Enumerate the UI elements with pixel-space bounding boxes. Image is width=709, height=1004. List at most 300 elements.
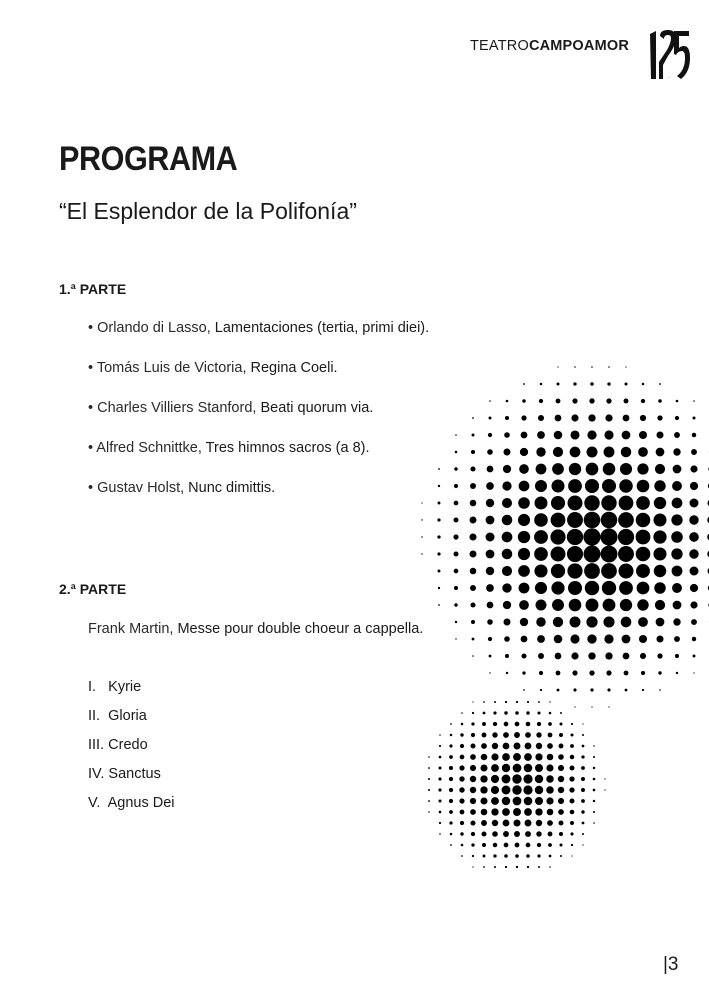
halftone-dot [557,689,560,692]
work-title: Tres himnos sacros (a 8). [205,440,370,456]
halftone-dot [551,496,565,510]
halftone-dot [513,819,520,826]
halftone-dot [502,481,511,490]
halftone-dot [503,743,510,750]
halftone-dot [449,766,453,770]
halftone-dot [439,833,441,835]
halftone-dot [470,787,476,793]
halftone-dot [552,463,564,475]
work-title: Beati quorum via. [260,400,374,416]
halftone-dot [454,603,457,606]
halftone-dot [449,755,453,759]
halftone-dot [515,711,519,715]
halftone-dot [492,831,498,837]
halftone-dot [567,563,582,578]
halftone-dot [505,866,507,868]
halftone-dot [460,755,465,760]
halftone-dot [489,417,492,420]
halftone-dot [622,635,631,644]
halftone-dot [587,430,596,439]
halftone-dot [603,599,616,612]
halftone-dot [638,447,648,457]
halftone-dot [519,464,529,474]
program-item [88,480,275,496]
halftone-dot [438,468,440,470]
halftone-dot [621,447,632,458]
halftone-dot [537,843,541,847]
halftone-dot [540,689,542,691]
logo-word-campoamor: CAMPOAMOR [528,38,630,54]
halftone-dot [582,833,584,835]
work-title: Messe pour double choeur a cappella. [177,621,424,637]
halftone-dot [506,672,508,674]
halftone-dot [493,722,497,726]
halftone-dot [655,600,665,610]
halftone-dot [489,655,492,658]
halftone-dot [428,767,430,769]
halftone-dot [513,753,521,761]
halftone-dot [504,854,508,858]
halftone-dot [459,798,464,803]
halftone-dot [570,821,574,825]
halftone-dot [555,415,562,422]
halftone-dot [607,688,610,691]
halftone-dot [574,366,576,368]
halftone-dot [481,809,488,816]
halftone-dot [472,434,475,437]
halftone-dot [581,755,584,758]
halftone-dot [582,734,584,736]
halftone-dot [536,743,542,749]
halftone-dot [559,744,564,749]
halftone-dot [460,832,463,835]
halftone-dot [470,776,476,782]
halftone-dot [558,754,564,760]
halftone-dot [549,712,552,715]
halftone-dot [470,466,475,471]
halftone-dot [428,811,430,813]
halftone-dot [548,722,552,726]
halftone-dot [486,499,494,507]
halftone-dot [538,653,544,659]
halftone-dot [437,552,440,555]
halftone-dot [551,564,565,578]
halftone-dot [560,855,562,857]
halftone-dot [588,652,595,659]
halftone-dot [521,415,526,420]
halftone-dot [546,797,553,804]
halftone-dot [516,866,518,868]
halftone-dot [581,766,585,770]
halftone-dot [504,711,507,714]
halftone-dot [601,563,617,579]
halftone-dot [581,788,585,792]
halftone-dot [582,844,583,845]
halftone-dot [589,398,594,403]
halftone-dot [568,496,583,511]
halftone-dot [421,519,422,520]
halftone-dot [504,843,509,848]
halftone-dot [455,451,458,454]
halftone-dot [524,764,533,773]
halftone-dot [515,722,520,727]
halftone-dot [676,400,679,403]
halftone-dot [593,756,595,758]
halftone-dot [570,634,579,643]
page-number: |3 [663,954,679,975]
halftone-dot [640,415,646,421]
halftone-dot [537,854,540,857]
halftone-dot [572,398,577,403]
page-heading: PROGRAMA [59,140,238,178]
halftone-dot [583,528,600,545]
halftone-dot [653,530,666,543]
halftone-dot [582,723,583,724]
halftone-dot [450,734,453,737]
halftone-dot [514,743,521,750]
halftone-dot [558,765,564,771]
halftone-dot [536,464,547,475]
halftone-dot [589,670,594,675]
halftone-dot [656,448,665,457]
halftone-dot [502,566,512,576]
halftone-dot [618,512,634,528]
halftone-dot [581,777,585,781]
halftone-dot [518,565,530,577]
halftone-dot [492,820,498,826]
halftone-dot [674,636,680,642]
halftone-dot [438,788,441,791]
halftone-dot [472,712,474,714]
halftone-dot [482,832,487,837]
halftone-dot [582,822,585,825]
halftone-dot [570,755,575,760]
halftone-dot [502,515,513,526]
halftone-dot [671,548,682,559]
halftone-dot [560,712,562,714]
halftone-dot [605,414,612,421]
halftone-dot [437,535,440,538]
halftone-dot [675,416,679,420]
halftone-dot [461,712,463,714]
halftone-dot [654,582,666,594]
movement: III. Credo [88,737,148,753]
halftone-dot [483,866,485,868]
halftone-dot [482,843,486,847]
halftone-dot [480,786,487,793]
halftone-dot [536,831,541,836]
halftone-dot [449,777,453,781]
halftone-dot [526,711,529,714]
program-item [88,440,370,456]
halftone-dot [569,599,582,612]
halftone-dot [461,844,464,847]
halftone-dot [570,744,574,748]
halftone-dot [568,479,582,493]
halftone-dot [483,712,486,715]
composer: • Charles Villiers Stanford, [88,400,257,416]
halftone-dot [526,722,531,727]
halftone-dot [637,582,650,595]
halftone-dot [654,497,666,509]
halftone-dot [639,431,647,439]
halftone-dot [673,448,680,455]
halftone-dot [453,517,458,522]
halftone-dot [591,366,593,368]
halftone-dot [502,786,511,795]
halftone-dot [480,764,487,771]
halftone-dot [546,786,554,794]
halftone-dot [504,722,509,727]
halftone-dot [690,465,697,472]
halftone-dot [606,398,611,403]
halftone-dot [492,732,497,737]
halftone-dot [671,531,683,543]
halftone-dot [439,734,441,736]
halftone-dot [502,797,510,805]
halftone-dot [570,766,575,771]
halftone-dot [521,653,526,658]
halftone-dot [514,831,520,837]
halftone-dot [658,671,661,674]
halftone-dot [460,733,463,736]
halftone-dot [525,743,532,750]
halftone-dot [573,688,576,691]
halftone-dot [642,689,644,691]
halftone-dot [459,787,464,792]
halftone-dot [693,672,694,673]
halftone-dot [618,546,634,562]
halftone-dot [502,583,511,592]
halftone-dot [539,399,543,403]
halftone-dot [551,479,564,492]
halftone-dot [518,548,530,560]
halftone-dot [520,618,528,626]
halftone-dot [689,549,698,558]
halftone-dot [581,810,584,813]
halftone-dot [560,723,563,726]
halftone-dot [659,383,661,385]
program-item [88,360,338,376]
part2-label: 2.ª PARTE [59,581,127,597]
halftone-dot [547,754,554,761]
halftone-dot [472,417,474,419]
halftone-dot [470,754,476,760]
halftone-dot [569,798,574,803]
halftone-dot [641,399,645,403]
halftone-dot [481,754,488,761]
halftone-dot [602,581,616,595]
composer: • Orlando di Lasso, [88,320,211,336]
halftone-dot [584,546,601,563]
halftone-dot [502,764,510,772]
halftone-dot [483,855,486,858]
halftone-dot [491,775,499,783]
halftone-dot [518,497,530,509]
halftone-dot [472,701,473,702]
halftone-dot [654,480,665,491]
halftone-dot [570,832,573,835]
movement: IV. Sanctus [88,766,161,782]
halftone-dot [515,854,519,858]
halftone-dot [551,581,564,594]
halftone-dot [590,688,593,691]
halftone-dot [559,733,563,737]
halftone-dot [559,843,562,846]
halftone-dot [536,732,541,737]
halftone-dot [535,786,543,794]
halftone-dot [524,808,532,816]
halftone-dot [642,383,645,386]
halftone-dot [449,744,452,747]
halftone-dot [454,467,457,470]
halftone-dot [428,789,430,791]
halftone-dot [470,765,476,771]
halftone-dot [503,448,510,455]
halftone-dot [483,701,485,703]
halftone-dot [640,653,646,659]
halftone-dot [438,777,441,780]
halftone-dot [494,701,496,703]
halftone-dot [690,584,698,592]
halftone-dot [547,820,553,826]
halftone-dot [453,534,458,539]
halftone-dot [584,495,599,510]
halftone-dot [636,530,651,545]
halftone-dot [584,512,601,529]
halftone-dot [535,797,543,805]
halftone-dot [593,822,595,824]
anniversary-125-logo [647,28,691,82]
halftone-dot [676,672,678,674]
halftone-dot [505,654,509,658]
halftone-dot [602,479,616,493]
halftone-dot [600,528,617,545]
halftone-dot [486,516,495,525]
halftone-dot [567,546,583,562]
movement: V. Agnus Dei [88,795,175,811]
halftone-dot [519,583,530,594]
halftone-dot [637,463,648,474]
halftone-dot [482,722,486,726]
halftone-dot [455,434,457,436]
halftone-dot [654,514,667,527]
halftone-dot [491,786,499,794]
halftone-dot [624,671,629,676]
halftone-dot [586,616,597,627]
halftone-dot [502,549,513,560]
halftone-dot [584,563,600,579]
halftone-dot [567,512,583,528]
halftone-dot [674,432,680,438]
halftone-dot [536,447,545,456]
halftone-dot [675,654,679,658]
halftone-dot [571,844,573,846]
halftone-dot [487,602,494,609]
halftone-dot [548,843,552,847]
halftone-dot [690,482,698,490]
halftone-dot [502,753,510,761]
halftone-dot [505,416,509,420]
halftone-dot [588,414,595,421]
halftone-dot [525,820,532,827]
halftone-dot [493,711,496,714]
halftone-dot [453,551,458,556]
halftone-dot [450,844,452,846]
halftone-dot [513,808,521,816]
halftone-dot [558,809,564,815]
halftone-dot [637,599,648,610]
halftone-dot [656,431,663,438]
halftone-dot [537,431,545,439]
halftone-dot [505,701,507,703]
halftone-dot [524,797,533,806]
halftone-dot [502,775,511,784]
halftone-dot [586,599,599,612]
halftone-dot [548,733,553,738]
halftone-dot [506,400,509,403]
composer: • Alfred Schnittke, [88,440,202,456]
halftone-dot [538,866,540,868]
halftone-dot [538,701,540,703]
halftone-dot [547,809,554,816]
halftone-dot [503,465,511,473]
halftone-dot [569,787,574,792]
halftone-dot [454,484,458,488]
halftone-dot [503,732,509,738]
halftone-dot [553,617,563,627]
halftone-dot [601,512,618,529]
halftone-dot [437,518,440,521]
halftone-dot [559,832,563,836]
halftone-dot [641,671,645,675]
halftone-dot [493,854,496,857]
halftone-dot [486,482,494,490]
halftone-dot [491,797,499,805]
halftone-dot [524,753,532,761]
halftone-dot [486,533,495,542]
halftone-dot [525,732,531,738]
halftone-dot [534,530,548,544]
halftone-dot [552,599,564,611]
halftone-dot [557,366,558,367]
halftone-dot [550,529,565,544]
halftone-dot [559,821,564,826]
logo-number: 125 [668,78,670,79]
halftone-dot [461,855,463,857]
halftone-dot [546,764,553,771]
halftone-dot [658,399,662,403]
mass-work [88,621,423,637]
halftone-dot [450,833,453,836]
halftone-dot [636,496,650,510]
halftone-dot [571,855,572,856]
halftone-dot [518,531,530,543]
halftone-dot [623,653,630,660]
halftone-dot [539,671,543,675]
halftone-dot [605,652,612,659]
halftone-dot [621,617,632,628]
halftone-dot [470,568,477,575]
halftone-dot [536,600,547,611]
halftone-dot [534,564,547,577]
halftone-dot [428,756,430,758]
halftone-dot [439,756,442,759]
halftone-dot [654,565,666,577]
halftone-dot [486,584,494,592]
halftone-dot [590,382,593,385]
halftone-dot [570,733,573,736]
